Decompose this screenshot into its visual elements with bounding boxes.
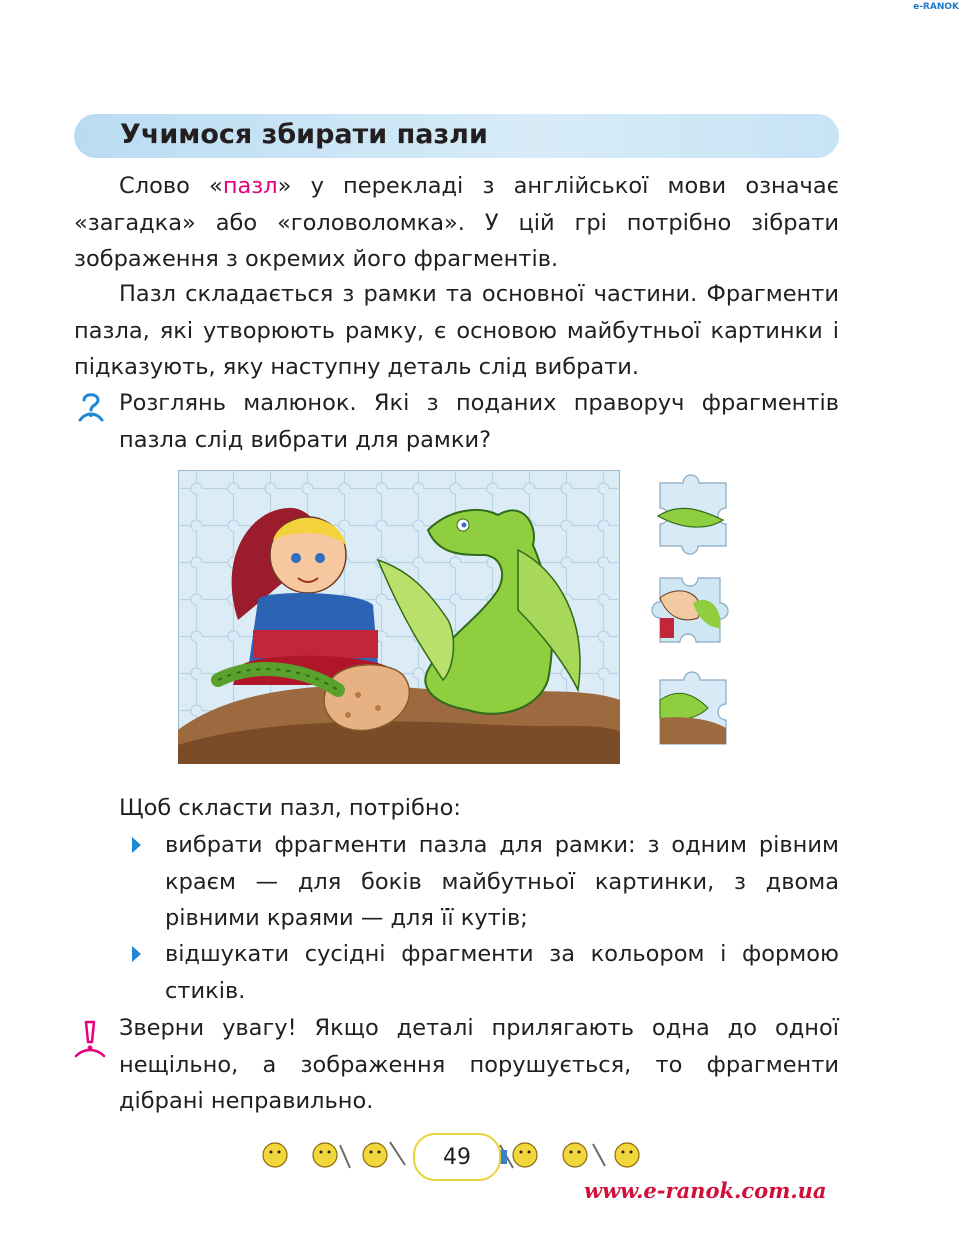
page-number: 49 — [413, 1133, 501, 1181]
question-mark-icon — [72, 390, 106, 422]
paragraph-frame — [74, 276, 839, 386]
attention-note: Зверни увагу! Якщо деталі прилягають одна до одної нещільно, а зображення порушується, то фрагменти дібрані неправильно. — [119, 1015, 839, 1114]
website-link[interactable]: www.e-ranok.com.ua — [584, 1178, 827, 1203]
para2-text: Пазл складається з рамки та основної частини. Фрагменти пазла, які утворюють рамку, є основою майбутньої картинки і підказують, яку наступну деталь слід вибрати. — [74, 281, 839, 380]
para1-before: Слово « — [119, 173, 223, 199]
paragraph-definition — [74, 168, 839, 278]
piece-2 — [652, 578, 728, 642]
piece-3 — [660, 672, 726, 744]
publisher-logo: e-RANOK — [913, 2, 959, 12]
question-text: Розглянь малюнок. Які з поданих праворуч фрагментів пазла слід вибрати для рамки? — [119, 390, 839, 453]
triangle-bullet-icon — [132, 946, 141, 962]
para1-after: » у перекладі з англійської мови означає «загадка» або «головоломка». У цій грі потрібно зібрати зображення з окремих його фрагментів. — [74, 173, 839, 272]
exclamation-icon — [72, 1018, 108, 1058]
puzzle-pieces — [638, 468, 734, 764]
triangle-bullet-icon — [132, 837, 141, 853]
bullet-item-1: вибрати фрагменти пазла для рамки: з одним рівним краєм — для боків майбутньої картинки, з двома рівними краями — для її кутів; — [165, 832, 839, 931]
piece-1 — [658, 475, 726, 554]
highlight-word: пазл — [222, 173, 278, 199]
bullet-item-2: відшукати сусідні фрагменти за кольором і формою стиків. — [165, 941, 839, 1004]
puzzle-illustration — [178, 470, 620, 764]
section-title: Учимося збирати пазли — [120, 119, 488, 150]
howto-intro: Щоб скласти пазл, потрібно: — [119, 795, 461, 821]
